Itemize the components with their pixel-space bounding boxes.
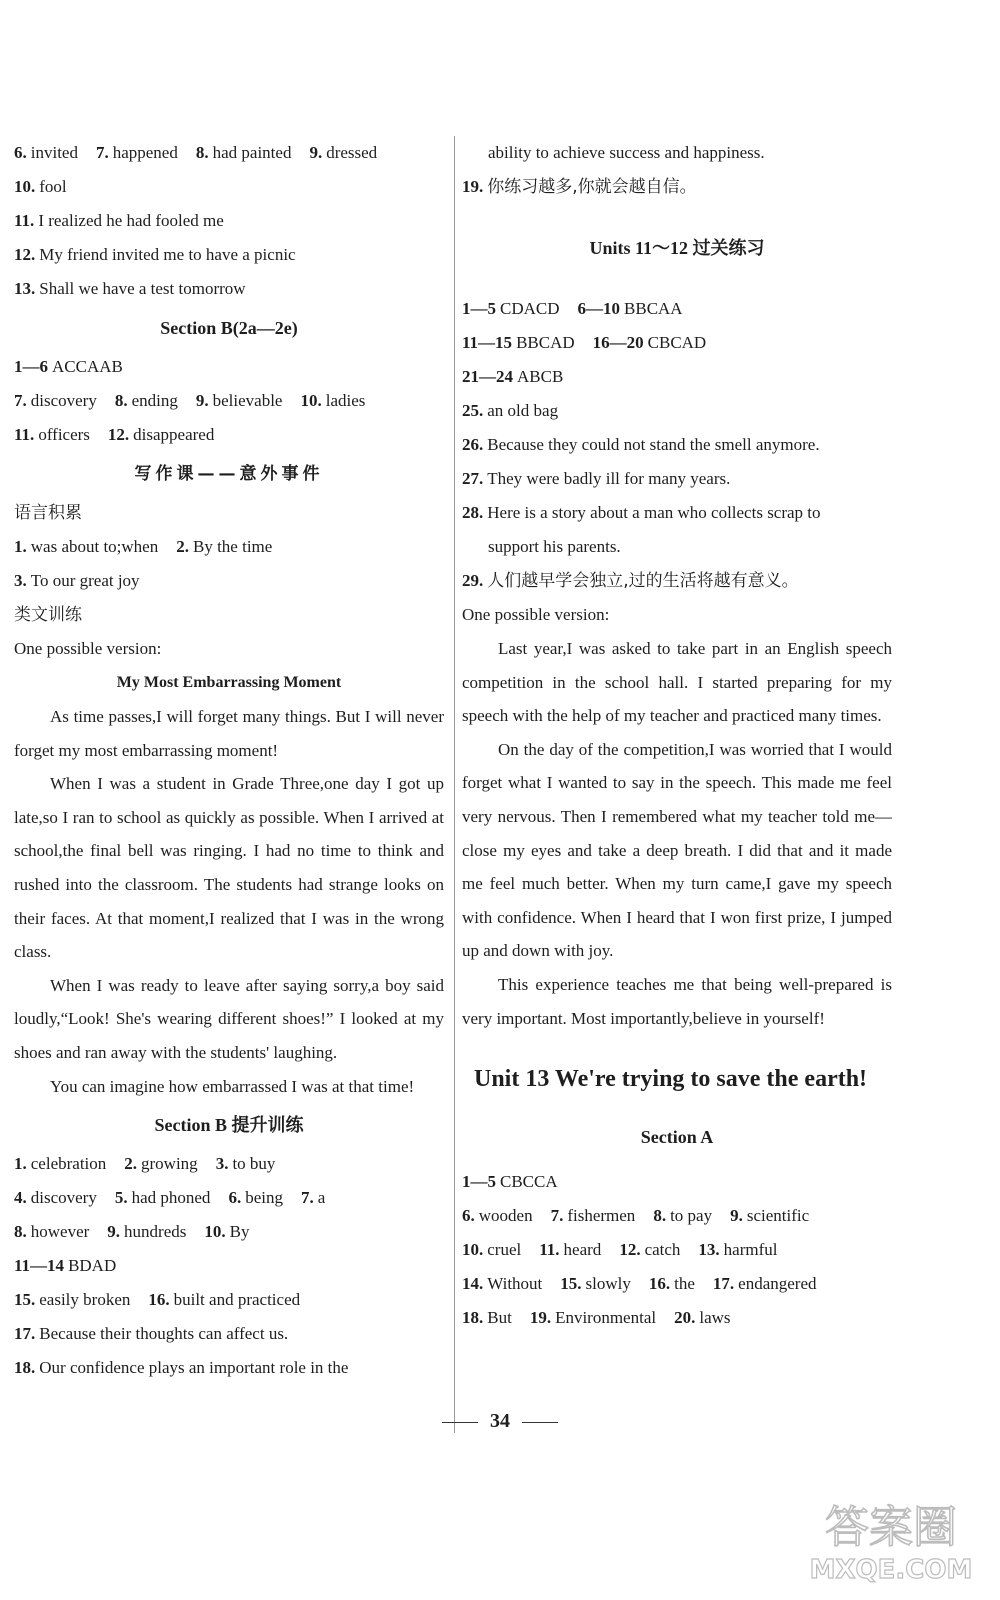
answer-text: Environmental bbox=[555, 1308, 657, 1328]
writing-heading: 写作课——意外事件 bbox=[134, 464, 324, 484]
answer-number: 12. bbox=[619, 1240, 641, 1260]
answer-line bbox=[462, 1301, 892, 1335]
answer-text: fool bbox=[39, 177, 67, 196]
answer-number: 13. bbox=[698, 1240, 720, 1260]
answer-number: 16—20 bbox=[592, 333, 644, 352]
answer-number: 19. bbox=[462, 177, 484, 196]
answer-text: easily broken bbox=[39, 1290, 131, 1310]
answer-number: 25. bbox=[462, 401, 484, 420]
answer-text: By bbox=[229, 1222, 250, 1242]
answer-number: 12. bbox=[107, 425, 130, 444]
answer-number: 1. bbox=[14, 1154, 27, 1174]
answer-line bbox=[462, 170, 892, 204]
answer-number: 17. bbox=[14, 1324, 36, 1344]
answer-text: cruel bbox=[487, 1240, 522, 1260]
answer-text: invited bbox=[30, 143, 78, 162]
answer-text: fishermen bbox=[567, 1206, 636, 1226]
answers-block-2 bbox=[14, 350, 444, 452]
answer-number: 11. bbox=[14, 425, 35, 444]
answer-text: to pay bbox=[670, 1206, 713, 1226]
answer-number: 20. bbox=[674, 1308, 696, 1328]
section-heading: Section B(2a—2e) bbox=[160, 318, 298, 338]
answer-line bbox=[14, 136, 444, 170]
answer-text: discovery bbox=[30, 1188, 97, 1208]
lang-label: 语言积累 bbox=[14, 503, 82, 523]
answer-line bbox=[14, 418, 444, 452]
answer-text: hundreds bbox=[124, 1222, 187, 1242]
units-heading: Units 11～12 过关练习 bbox=[589, 238, 765, 258]
answers-block-r1 bbox=[462, 292, 892, 530]
column-divider bbox=[454, 136, 455, 1433]
answer-number: 6. bbox=[14, 143, 27, 162]
essay-paragraph: Last year,I was asked to take part in an English speech competition in the school hall. I started preparing for my speech with the help of my teacher and practiced many times. bbox=[462, 639, 892, 726]
answer-number: 19. bbox=[529, 1308, 552, 1328]
answer-number: 8. bbox=[114, 391, 128, 410]
answer-line bbox=[14, 272, 444, 306]
answer-line bbox=[14, 1283, 444, 1317]
answer-number: 9. bbox=[730, 1206, 743, 1226]
answer-text: Here is a story about a man who collects scrap to bbox=[487, 503, 821, 522]
answer-number: 1—6 bbox=[14, 357, 48, 376]
answer-line bbox=[462, 1267, 892, 1301]
answer-number: 7. bbox=[550, 1206, 564, 1226]
essay-paragraph: When I was a student in Grade Three,one day I got up late,so I ran to school as quickly as possible. When I arrived at school,the final bell was ringing. I had no time to think and rushed into the classroom. The students had strange looks on their faces. At that moment,I realized that I was in the wrong class. bbox=[14, 774, 444, 962]
answer-text: the bbox=[674, 1274, 695, 1294]
answer-number: 3. bbox=[14, 571, 27, 590]
answer-text: catch bbox=[644, 1240, 681, 1260]
answer-text: had phoned bbox=[131, 1188, 211, 1208]
answer-number: 6—10 bbox=[577, 299, 621, 318]
answer-text: slowly bbox=[585, 1274, 631, 1294]
answer-number: 21—24 bbox=[462, 367, 513, 386]
answer-number: 15. bbox=[14, 1290, 36, 1310]
answer-text: Without bbox=[487, 1274, 543, 1294]
page-number: 34 bbox=[420, 1410, 580, 1433]
answer-number: 28. bbox=[462, 503, 484, 522]
answer-line bbox=[14, 384, 444, 418]
answer-text: an old bag bbox=[487, 401, 559, 420]
answer-number: 9. bbox=[309, 143, 323, 162]
answer-line bbox=[462, 496, 892, 530]
continued-line: support his parents. bbox=[488, 537, 621, 556]
answer-number: 6. bbox=[462, 1206, 475, 1226]
answers-block-1 bbox=[14, 136, 444, 306]
right-column bbox=[462, 136, 892, 1335]
answer-text: happened bbox=[112, 143, 178, 162]
answer-text: Because their thoughts can affect us. bbox=[39, 1324, 289, 1344]
answers-block-4 bbox=[14, 1147, 444, 1385]
answer-number: 8. bbox=[14, 1222, 27, 1242]
answer-text: By the time bbox=[192, 537, 273, 556]
essay-paragraph: You can imagine how embarrassed I was at that time! bbox=[50, 1076, 415, 1096]
answer-number: 10. bbox=[14, 177, 36, 196]
answer-line bbox=[462, 360, 892, 394]
answer-line bbox=[14, 1181, 444, 1215]
answer-number: 11. bbox=[539, 1240, 560, 1260]
answer-line bbox=[462, 1165, 892, 1199]
answer-number: 9. bbox=[195, 391, 209, 410]
answer-text: 你练习越多,你就会越自信。 bbox=[487, 177, 697, 197]
answer-number: 15. bbox=[560, 1274, 582, 1294]
answer-text: had painted bbox=[212, 143, 292, 162]
answer-text: ending bbox=[131, 391, 178, 410]
answer-number: 18. bbox=[14, 1358, 36, 1378]
answer-number: 17. bbox=[712, 1274, 735, 1294]
answer-number: 12. bbox=[14, 245, 36, 264]
answer-number: 9. bbox=[107, 1222, 121, 1242]
answer-number: 10. bbox=[204, 1222, 226, 1242]
answer-line bbox=[14, 564, 444, 598]
answer-line bbox=[462, 564, 892, 598]
answer-number: 5. bbox=[114, 1188, 128, 1208]
answer-number: 11. bbox=[14, 211, 35, 230]
answer-text: My friend invited me to have a picnic bbox=[39, 245, 296, 264]
answer-number: 10. bbox=[462, 1240, 484, 1260]
answer-text: Because they could not stand the smell anymore. bbox=[487, 435, 820, 454]
unit-title: Unit 13 We're trying to save the earth! bbox=[474, 1066, 868, 1093]
answer-line bbox=[462, 1199, 892, 1233]
answer-line bbox=[14, 1249, 444, 1283]
answer-text: harmful bbox=[723, 1240, 778, 1260]
answer-number: 27. bbox=[462, 469, 484, 488]
section-heading: Section A bbox=[640, 1127, 714, 1148]
answer-number: 2. bbox=[124, 1154, 138, 1174]
answer-line bbox=[14, 530, 444, 564]
essay-title: My Most Embarrassing Moment bbox=[116, 674, 342, 691]
answer-line bbox=[14, 170, 444, 204]
answer-text: to buy bbox=[232, 1154, 276, 1174]
answer-number: 1—5 bbox=[462, 1172, 496, 1192]
answer-line bbox=[462, 292, 892, 326]
answer-number: 7. bbox=[14, 391, 27, 410]
answer-text: 人们越早学会独立,过的生活将越有意义。 bbox=[487, 571, 799, 591]
answer-number: 26. bbox=[462, 435, 484, 454]
possible-version: One possible version: bbox=[462, 605, 610, 624]
answer-text: ABCB bbox=[517, 367, 564, 386]
answer-text: BBCAD bbox=[516, 333, 575, 352]
answer-number: 11—14 bbox=[14, 1256, 65, 1276]
answers-block-3 bbox=[14, 530, 444, 598]
answer-text: believable bbox=[212, 391, 283, 410]
answer-line bbox=[14, 1351, 444, 1385]
answer-text: heard bbox=[563, 1240, 602, 1260]
continued-line: ability to achieve success and happiness. bbox=[488, 143, 765, 162]
answer-number: 7. bbox=[300, 1188, 314, 1208]
answer-number: 4. bbox=[14, 1188, 27, 1208]
essay-paragraph: This experience teaches me that being well-prepared is very important. Most importantly,believe in yourself! bbox=[462, 974, 892, 1028]
answer-number: 7. bbox=[95, 143, 109, 162]
left-column bbox=[14, 136, 444, 1385]
answer-text: a bbox=[317, 1188, 326, 1208]
answer-text: BBCAA bbox=[624, 299, 683, 318]
answer-line bbox=[462, 1233, 892, 1267]
answer-number: 6. bbox=[228, 1188, 242, 1208]
answer-text: growing bbox=[141, 1154, 198, 1174]
answer-number: 11—15 bbox=[462, 333, 513, 352]
answer-text: CBCAD bbox=[647, 333, 707, 352]
answer-text: celebration bbox=[30, 1154, 107, 1174]
answer-text: laws bbox=[699, 1308, 731, 1328]
answer-line bbox=[14, 238, 444, 272]
answer-text: endangered bbox=[738, 1274, 817, 1294]
answer-text: discovery bbox=[30, 391, 97, 410]
answer-text: dressed bbox=[326, 143, 378, 162]
training-label: 类文训练 bbox=[14, 605, 82, 625]
watermark-text: 答案圈 bbox=[825, 1502, 957, 1553]
answer-text: ACCAAB bbox=[52, 357, 123, 376]
answer-number: 29. bbox=[462, 571, 484, 590]
answer-line bbox=[462, 428, 892, 462]
answer-text: BDAD bbox=[68, 1256, 117, 1276]
answer-text: built and practiced bbox=[173, 1290, 301, 1310]
watermark-logo bbox=[806, 1490, 976, 1585]
answer-line bbox=[14, 204, 444, 238]
answer-number: 14. bbox=[462, 1274, 484, 1294]
watermark-url: MXQE.COM bbox=[809, 1555, 973, 1585]
answer-number: 3. bbox=[215, 1154, 229, 1174]
essay-paragraph: As time passes,I will forget many things. But I will never forget my most embarrassing moment! bbox=[14, 707, 444, 760]
answer-line bbox=[14, 1147, 444, 1181]
answer-text: scientific bbox=[746, 1206, 810, 1226]
answer-number: 16. bbox=[648, 1274, 671, 1294]
answer-number: 2. bbox=[176, 537, 189, 556]
answers-block-r2 bbox=[462, 1165, 892, 1335]
answer-text: I realized he had fooled me bbox=[38, 211, 224, 230]
answer-line bbox=[14, 1215, 444, 1249]
section-heading: Section B 提升训练 bbox=[154, 1115, 304, 1136]
answer-text: They were badly ill for many years. bbox=[487, 469, 731, 488]
essay-paragraph: When I was ready to leave after saying sorry,a boy said loudly,“Look! She's wearing different shoes!” I looked at my shoes and ran away with the students' laughing. bbox=[14, 975, 444, 1062]
answer-number: 10. bbox=[300, 391, 322, 410]
answer-text: wooden bbox=[478, 1206, 533, 1226]
answer-text: But bbox=[487, 1308, 512, 1328]
answer-text: officers bbox=[38, 425, 90, 444]
answer-number: 1—5 bbox=[462, 299, 496, 318]
answer-text: To our great joy bbox=[30, 571, 140, 590]
answer-line bbox=[14, 350, 444, 384]
possible-version: One possible version: bbox=[14, 639, 162, 658]
answer-number: 13. bbox=[14, 279, 36, 298]
answer-text: was about to;when bbox=[30, 537, 159, 556]
answer-text: Shall we have a test tomorrow bbox=[39, 279, 246, 298]
answer-line bbox=[462, 326, 892, 360]
answer-line bbox=[462, 394, 892, 428]
answer-text: CDACD bbox=[500, 299, 560, 318]
answer-line bbox=[462, 462, 892, 496]
answer-number: 8. bbox=[195, 143, 209, 162]
answer-number: 16. bbox=[148, 1290, 170, 1310]
answer-number: 1. bbox=[14, 537, 27, 556]
answer-text: however bbox=[30, 1222, 90, 1242]
answer-number: 8. bbox=[653, 1206, 667, 1226]
answer-text: CBCCA bbox=[500, 1172, 558, 1192]
answer-text: being bbox=[245, 1188, 283, 1208]
answer-text: Our confidence plays an important role in the bbox=[39, 1358, 349, 1378]
essay-paragraph: On the day of the competition,I was worried that I would forget what I wanted to say in the speech. This made me feel very nervous. Then I remembered what my teacher told me—close my eyes and take a deep breath. I did that and it made me feel much better. When my turn came,I gave my speech with confidence. When I heard that I won first prize, I jumped up and down with joy. bbox=[462, 739, 892, 961]
answer-text: disappeared bbox=[133, 425, 215, 444]
answer-number: 18. bbox=[462, 1308, 484, 1328]
answer-line bbox=[14, 1317, 444, 1351]
answer-text: ladies bbox=[325, 391, 366, 410]
